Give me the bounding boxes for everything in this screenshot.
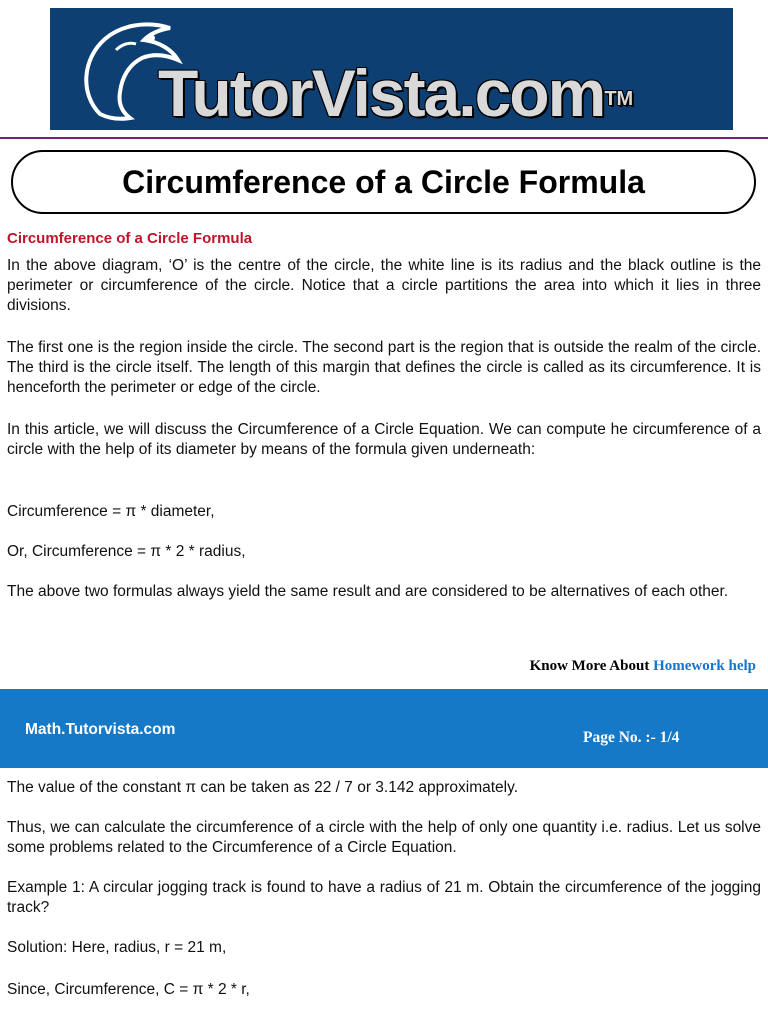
formula-diameter: Circumference = π * diameter,	[7, 503, 215, 520]
section-heading: Circumference of a Circle Formula	[7, 230, 253, 247]
homework-help-link[interactable]: Homework help	[653, 658, 756, 674]
page-number: Page No. :- 1/4	[583, 729, 680, 746]
title-box	[11, 150, 756, 214]
paragraph-article: In this article, we will discuss the Circumference of a Circle Equation. We can compute he circumference of a circle with the help of its diameter by means of the formula given underneath:	[7, 421, 761, 458]
paragraph-radius-only: Thus, we can calculate the circumference of a circle with the help of only one quantity i.e. radius. Let us solve some problems related to the Circumference of a Circle Equation.	[7, 819, 761, 856]
page-footer-bar	[0, 689, 768, 768]
formula-radius: Or, Circumference = π * 2 * radius,	[7, 543, 246, 560]
tutorvista-banner	[50, 8, 733, 130]
page-title: Circumference of a Circle Formula	[122, 163, 645, 200]
footer-site: Math.Tutorvista.com	[25, 721, 176, 738]
paragraph-alternatives: The above two formulas always yield the same result and are considered to be alternatives of each other.	[7, 583, 729, 600]
divider	[0, 137, 768, 139]
know-more-prefix: Know More About	[529, 658, 654, 674]
circumference-line: Since, Circumference, C = π * 2 * r,	[7, 981, 250, 998]
paragraph-regions: The first one is the region inside the circle. The second part is the region that is outside the realm of the circle. The third is the circle itself. The length of this margin that defines the circle is called as its circumference. It is henceforth the perimeter or edge of the circle.	[7, 339, 761, 396]
solution-line: Solution: Here, radius, r = 21 m,	[7, 939, 227, 956]
know-more	[530, 658, 756, 675]
paragraph-diagram: In the above diagram, ‘O’ is the centre of the circle, the white line is its radius and the black outline is the perimeter or circumference of the circle. Notice that a circle partitions the area into which it lies in three divisions.	[7, 257, 761, 314]
brand-wordmark: TutorVista.com™	[158, 56, 634, 130]
example-1: Example 1: A circular jogging track is found to have a radius of 21 m. Obtain the circumference of the jogging track?	[7, 879, 761, 916]
paragraph-pi-value: The value of the constant π can be taken as 22 / 7 or 3.142 approximately.	[7, 779, 519, 796]
